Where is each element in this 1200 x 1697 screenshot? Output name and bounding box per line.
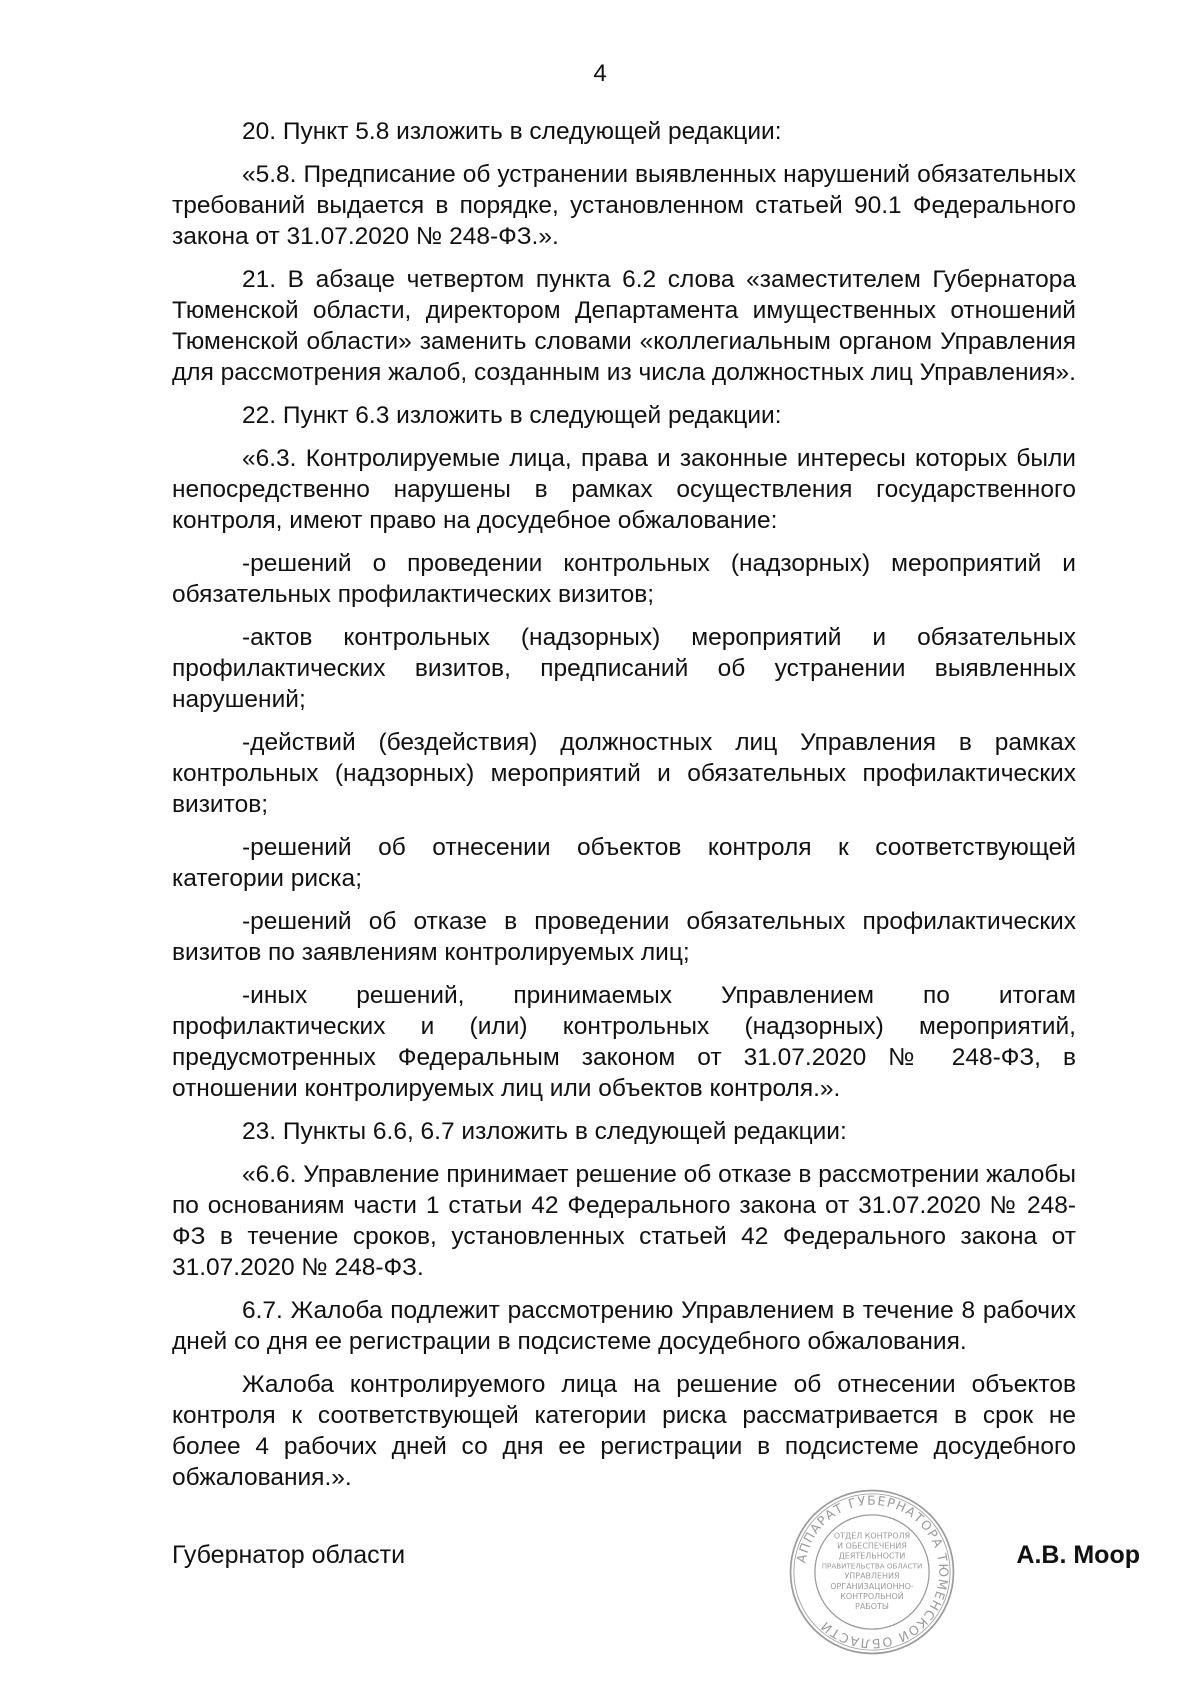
paragraph-list-other-decisions: -иных решений, принимаемых Управлением по итогам профилактических и (или) контрольных (надзорных) мероприятий, предусмотренных Федеральным законом от 31.07.2020 № 248-ФЗ, в отношении контролируемых лиц или объектов контроля.».	[172, 982, 1076, 1102]
document-body	[172, 116, 1076, 1505]
paragraph-quote-6-7: 6.7. Жалоба подлежит рассмотрению Управлением в течение 8 рабочих дней со дня ее регистрации в подсистеме досудебного обжалования.	[172, 1297, 1076, 1355]
page-number: 4	[593, 60, 607, 87]
paragraph-list-actions: -действий (бездействия) должностных лиц Управления в рамках контрольных (надзорных) мероприятий и обязательных профилактических визитов;	[172, 729, 1076, 818]
paragraph-item-20: 20. Пункт 5.8 изложить в следующей редакции:	[242, 118, 782, 145]
paragraph-quote-6-3: «6.3. Контролируемые лица, права и законные интересы которых были непосредственно нарушены в рамках осуществления государственного контроля, имеют право на досудебное обжалование:	[172, 445, 1076, 534]
paragraph-item-21: 21. В абзаце четвертом пункта 6.2 слова «заместителем Губернатора Тюменской области, директором Департамента имущественных отношений Тюменской области» заменить словами «коллегиальным органом Управления для рассмотрения жалоб, созданным из числа должностных лиц Управления».	[172, 266, 1076, 386]
signature-block	[172, 1538, 1140, 1578]
paragraph-list-risk-category: -решений об отнесении объектов контроля к соответствующей категории риска;	[172, 834, 1076, 892]
paragraph-quote-6-6: «6.6. Управление принимает решение об отказе в рассмотрении жалобы по основаниям части 1 статьи 42 Федерального закона от 31.07.2020 № 248-ФЗ в течение сроков, установленных статьей 42 Федерального закона от 31.07.2020 № 248-ФЗ.	[172, 1161, 1076, 1281]
stamp-line-2: И ОБЕСПЕЧЕНИЯ	[837, 1541, 907, 1551]
stamp-line-7: КОНТРОЛЬНОЙ	[840, 1591, 904, 1601]
paragraph-risk-complaint: Жалоба контролируемого лица на решение об отнесении объектов контроля к соответствующей категории риска рассматривается в срок не более 4 рабочих дней со дня ее регистрации в подсистеме досудебного обжалования.».	[172, 1371, 1076, 1491]
stamp-line-6: ОРГАНИЗАЦИОННО-	[830, 1581, 914, 1591]
stamp-outer-text: АППАРАТ ГУБЕРНАТОРА ТЮМЕНСКОЙ ОБЛАСТИ	[793, 1492, 952, 1652]
paragraph-list-refusal: -решений об отказе в проведении обязательных профилактических визитов по заявлениям контролируемых лиц;	[172, 908, 1076, 966]
stamp-line-1: ОТДЕЛ КОНТРОЛЯ	[833, 1531, 911, 1541]
signatory-name: А.В. Моор	[1016, 1541, 1140, 1569]
stamp-line-4: ПРАВИТЕЛЬСТВА ОБЛАСТИ	[821, 1561, 923, 1571]
stamp-line-5: УПРАВЛЕНИЯ	[844, 1571, 900, 1581]
stamp-line-3: ДЕЯТЕЛЬНОСТИ	[838, 1551, 906, 1561]
paragraph-item-22: 22. Пункт 6.3 изложить в следующей редакции:	[242, 402, 782, 429]
paragraph-item-23: 23. Пункты 6.6, 6.7 изложить в следующей редакции:	[242, 1118, 847, 1145]
paragraph-quote-5-8: «5.8. Предписание об устранении выявленных нарушений обязательных требований выдается в порядке, установленном статьей 90.1 Федерального закона от 31.07.2020 № 248-ФЗ.».	[172, 161, 1076, 250]
paragraph-list-acts: -актов контрольных (надзорных) мероприятий и обязательных профилактических визитов, предписаний об устранении выявленных нарушений;	[172, 624, 1076, 713]
stamp-line-8: РАБОТЫ	[855, 1601, 889, 1611]
signatory-title: Губернатор области	[172, 1541, 406, 1569]
paragraph-list-decisions: -решений о проведении контрольных (надзорных) мероприятий и обязательных профилактических визитов;	[172, 550, 1076, 608]
